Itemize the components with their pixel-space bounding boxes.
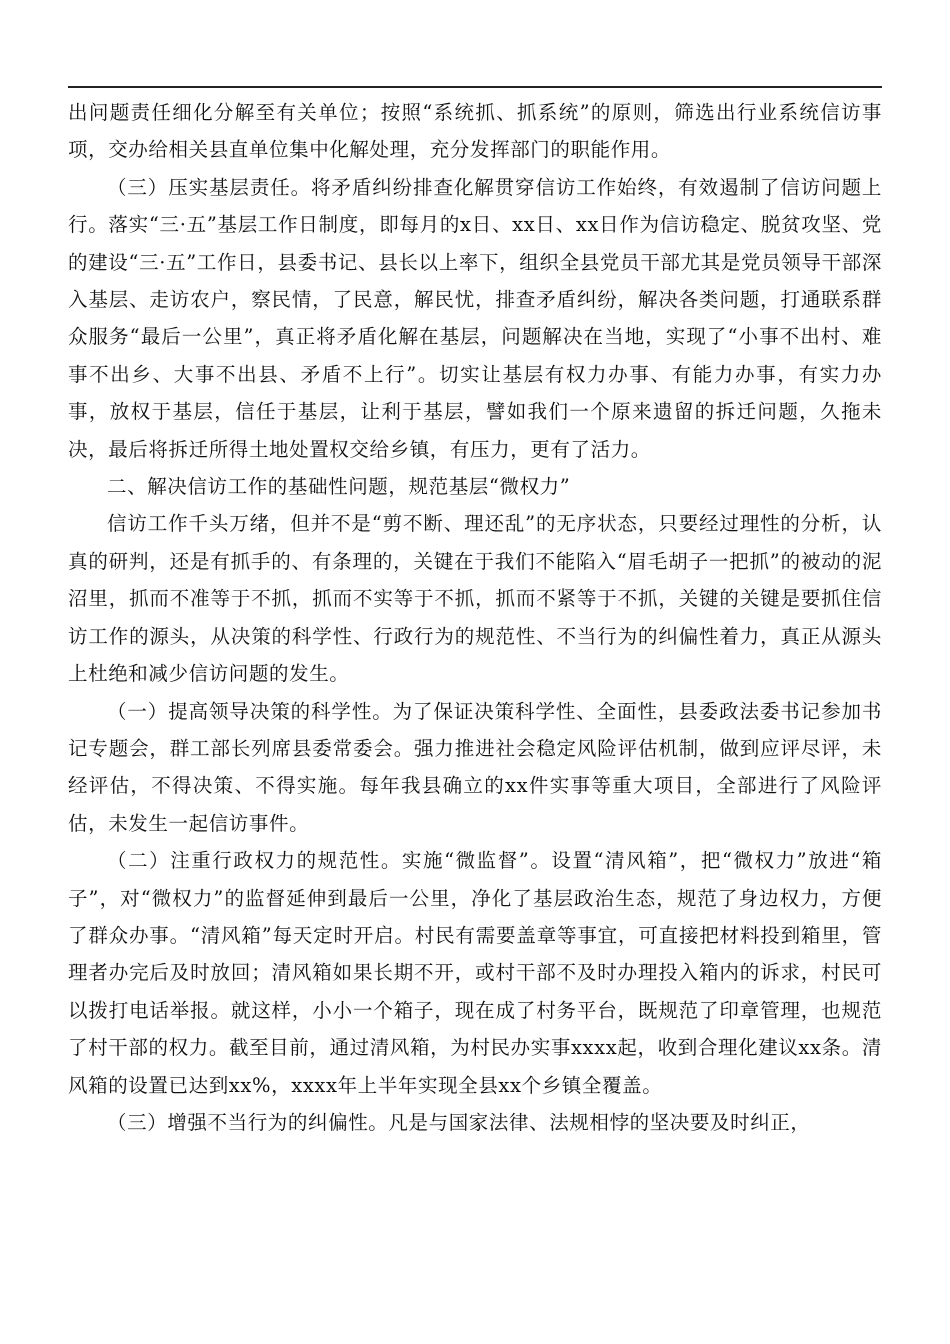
section-heading-2: 二、解决信访工作的基础性问题，规范基层“微权力”	[107, 475, 571, 499]
paragraph-section-3-grassroots-responsibility: （三）压实基层责任。将矛盾纠纷排查化解贯穿信访工作始终，有效遏制了信访问题上行。落实“三·五”基层工作日制度，即每月的x日、xx日、xx日作为信访稳定、脱贫攻坚、党的建设“三·五”工作日，县委书记、县长以上率下，组织全县党员干部尤其是党员领导干部深入基层、走访农户，察民情，了民意，解民忧，排查矛盾纠纷，解决各类问题，打通联系群众服务“最后一公里”，真正将矛盾化解在基层，问题解决在当地，实现了“小事不出村、难事不出乡、大事不出县、矛盾不上行”。切实让基层有权力办事、有能力办事，有实力办事，放权于基层，信任于基层，让利于基层，譬如我们一个原来遗留的拆迁问题，久拖未决，最后将拆迁所得土地处置权交给乡镇，有压力，更有了活力。	[68, 175, 882, 461]
paragraph-administrative-power: （二）注重行政权力的规范性。实施“微监督”。设置“清风箱”，把“微权力”放进“箱子”，对“微权力”的监督延伸到最后一公里，净化了基层政治生态，规范了身边权力，方便了群众办事。“清风箱”每天定时开启。村民有需要盖章等事宜，可直接把材料投到箱里，管理者办完后及时放回；清风箱如果长期不开，或村干部不及时办理投入箱内的诉求，村民可以拨打电话举报。就这样，小小一个箱子，现在成了村务平台，既规范了印章管理，也规范了村干部的权力。截至目前，通过清风箱，为村民办实事xxxx起，收到合理化建议xx条。清风箱的设置已达到xx%，xxxx年上半年实现全县xx个乡镇全覆盖。	[68, 849, 882, 1097]
paragraph-continuation: 出问题责任细化分解至有关单位；按照“系统抓、抓系统”的原则，筛选出行业系统信访事项，交办给相关县直单位集中化解处理，充分发挥部门的职能作用。	[68, 101, 882, 162]
paragraph-misconduct-correction: （三）增强不当行为的纠偏性。凡是与国家法律、法规相悖的坚决要及时纠正，	[107, 1110, 811, 1134]
paragraph-section-2-intro: 信访工作千头万绪，但并不是“剪不断、理还乱”的无序状态，只要经过理性的分析，认真的研判，还是有抓手的、有条理的，关键在于我们不能陷入“眉毛胡子一把抓”的被动的泥沼里，抓而不准等于不抓，抓而不实等于不抓，抓而不紧等于不抓，关键的关键是要抓住信访工作的源头，从决策的科学性、行政行为的规范性、不当行为的纠偏性着力，真正从源头上杜绝和减少信访问题的发生。	[68, 512, 882, 686]
document-body	[68, 94, 882, 1141]
header-rule	[68, 86, 882, 88]
paragraph-decision-science: （一）提高领导决策的科学性。为了保证决策科学性、全面性，县委政法委书记参加书记专题会，群工部长列席县委常委会。强力推进社会稳定风险评估机制，做到应评尽评，未经评估，不得决策、不得实施。每年我县确立的xx件实事等重大项目，全部进行了风险评估，未发生一起信访事件。	[68, 699, 882, 835]
